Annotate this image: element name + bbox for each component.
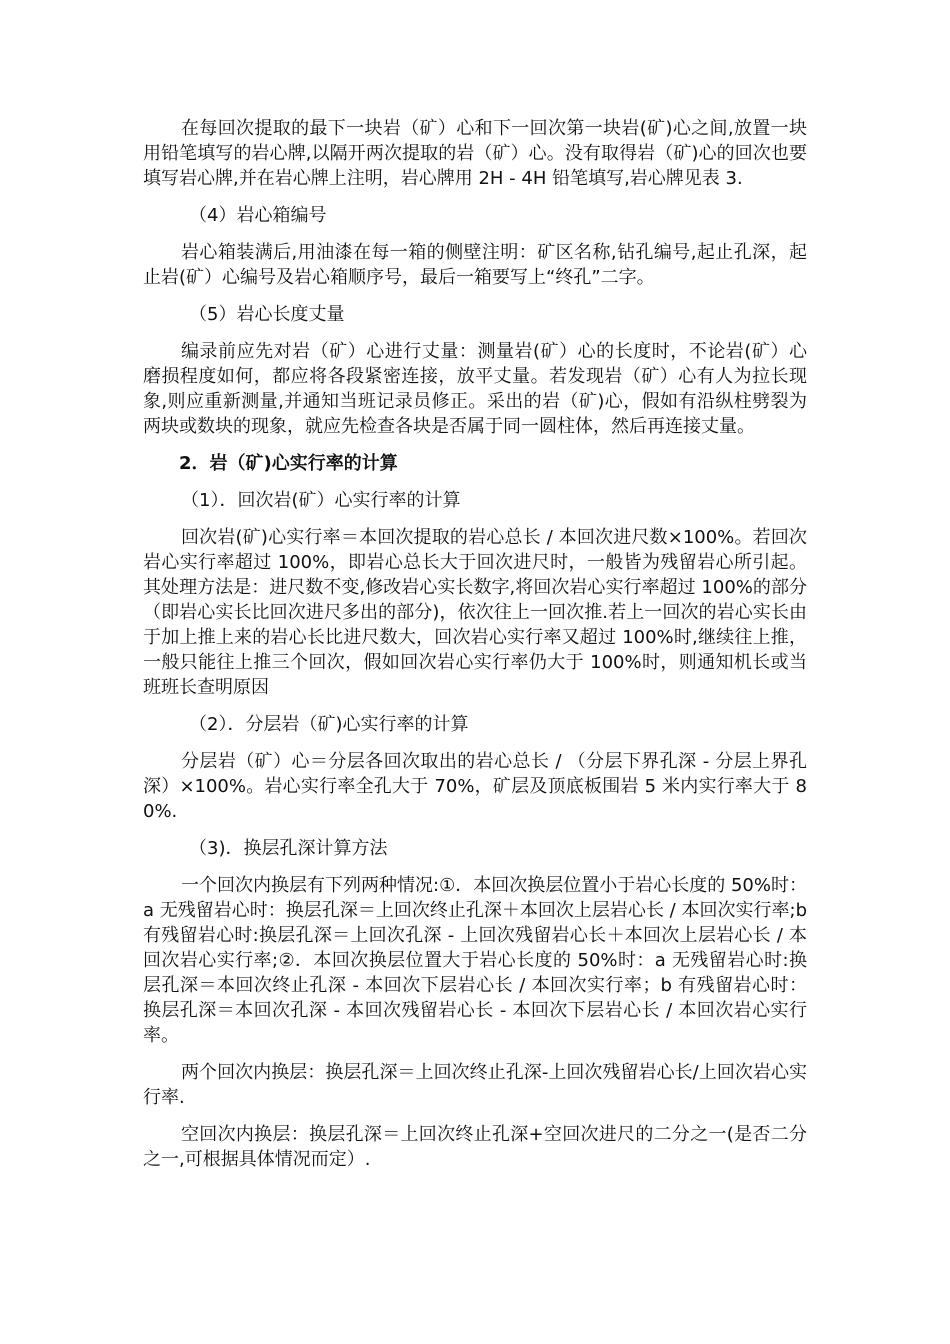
paragraph-empty-run-change: 空回次内换层：换层孔深＝上回次终止孔深+空回次进尺的二分之一(是否二分之一,可根据具体情况而定）.: [143, 1124, 807, 1170]
subheading-core-length: （5）岩心长度丈量: [189, 304, 345, 325]
paragraph-two-run-change: 两个回次内换层：换层孔深＝上回次终止孔深-上回次残留岩心长/上回次岩心实行率.: [143, 1062, 807, 1108]
subheading-core-box-numbering: （4）岩心箱编号: [189, 205, 327, 226]
paragraph-layer-recovery: 分层岩（矿）心＝分层各回次取出的岩心总长 / （分层下界孔深 - 分层上界孔深）×100%。岩心实行率全孔大于 70%，矿层及顶底板围岩 5 米内实行率大于 80%.: [143, 751, 807, 822]
subheading-run-recovery: （1）．回次岩(矿）心实行率的计算: [181, 490, 461, 511]
paragraph-run-recovery: 回次岩(矿)心实行率＝本回次提取的岩心总长 / 本回次进尺数×100%。若回次岩心实行率超过 100%，即岩心总长大于回次进尺时，一般皆为残留岩心所引起。其处理方法是：进尺数不变,修改岩心实长数字,将回次岩心实行率超过 100%的部分（即岩心实长比回次进尺多出的部分)，依次往上一回次推.若上一回次的岩心实长由于加上推上来的岩心长比进尺数大，回次岩心实行率又超过 100%时,继续往上推，一般只能往上推三个回次，假如回次岩心实行率仍大于 100%时，则通知机长或当班班长查明原因: [143, 527, 807, 698]
paragraph-core-box: 岩心箱装满后,用油漆在每一箱的侧壁注明：矿区名称,钻孔编号,起止孔深，起止岩(矿）心编号及岩心箱顺序号，最后一箱要写上“终孔”二字。: [143, 242, 807, 288]
section-heading-recovery: 2．岩（矿)心实行率的计算: [179, 453, 398, 474]
subheading-layer-depth: （3)．换层孔深计算方法: [189, 838, 388, 859]
paragraph-core-tag: 在每回次提取的最下一块岩（矿）心和下一回次第一块岩(矿)心之间,放置一块用铅笔填写的岩心牌,以隔开两次提取的岩（矿）心。没有取得岩（矿)心的回次也要填写岩心牌,并在岩心牌上注明，岩心牌用 2H - 4H 铅笔填写,岩心牌见表 3.: [143, 118, 807, 189]
paragraph-single-run-change: 一个回次内换层有下列两种情况:①．本回次换层位置小于岩心长度的 50%时：a 无残留岩心时：换层孔深＝上回次终止孔深＋本回次上层岩心长 / 本回次实行率;b 有残留岩心时:换层孔深＝上回次孔深 - 上回次残留岩心长＋本回次上层岩心长 / 本回次岩心实行率;②．本回次换层位置大于岩心长度的 50%时：a 无残留岩心时:换层孔深＝本回次终止孔深 - 本回次下层岩心长 / 本回次实行率；b 有残留岩心时：换层孔深＝本回次孔深 - 本回次残留岩心长 - 本回次下层岩心长 / 本回次岩心实行率。: [143, 875, 807, 1046]
subheading-layer-recovery: （2）．分层岩（矿)心实行率的计算: [189, 714, 469, 735]
document-body: [143, 116, 807, 1172]
paragraph-core-length: 编录前应先对岩（矿）心进行丈量：测量岩(矿）心的长度时，不论岩(矿）心磨损程度如何，都应将各段紧密连接，放平丈量。若发现岩（矿）心有人为拉长现象,则应重新测量,并通知当班记录员修正。采出的岩（矿)心，假如有沿纵柱劈裂为两块或数块的现象，就应先检查各块是否属于同一圆柱体，然后再连接丈量。: [143, 341, 807, 437]
